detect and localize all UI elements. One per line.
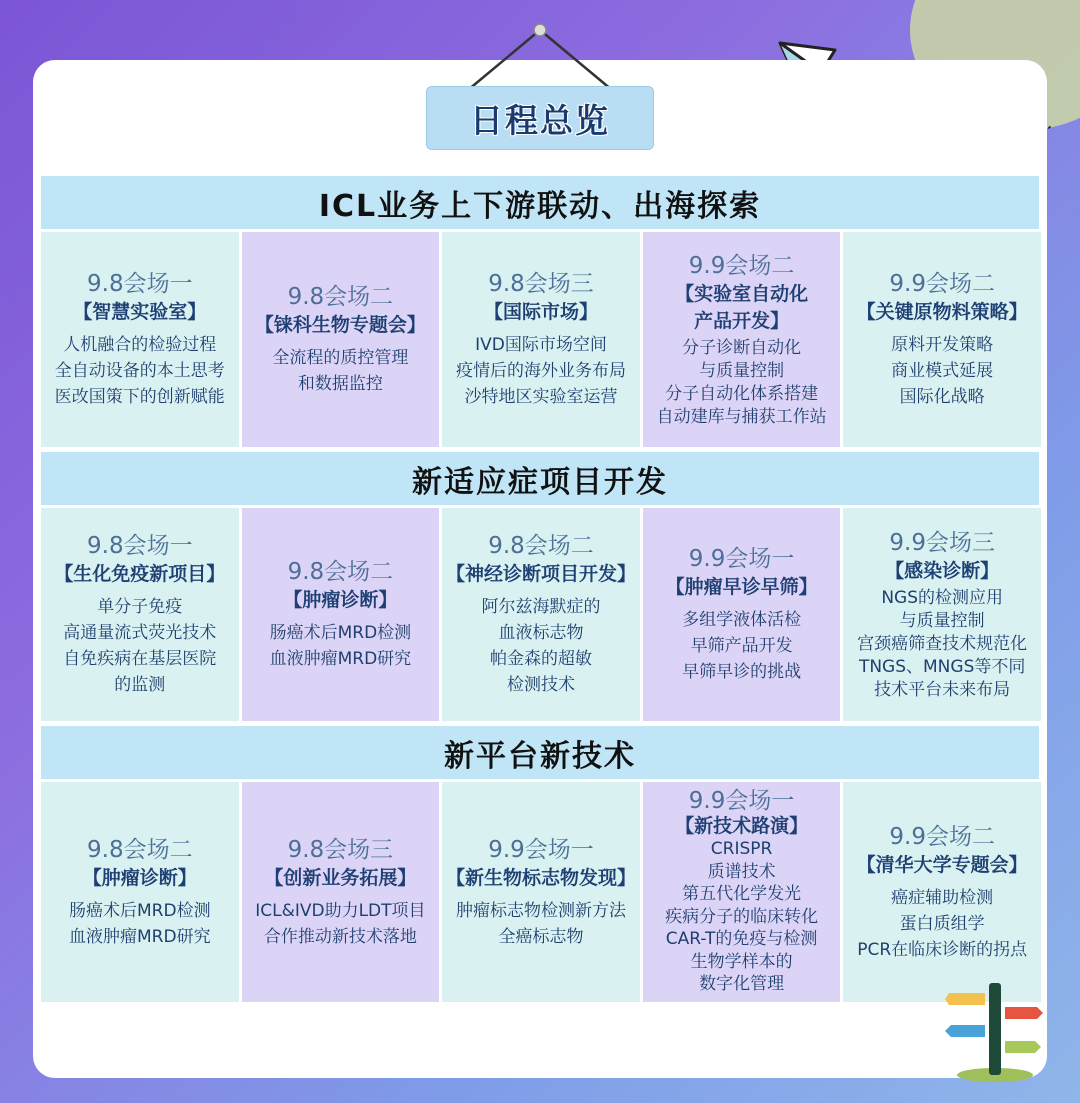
session-item: 疫情后的海外业务布局: [455, 361, 626, 381]
session-item: 数字化管理: [699, 974, 785, 995]
session-item: 早筛产品开发: [690, 636, 793, 656]
session-item: 原料开发策略: [891, 335, 994, 355]
session-item: 商业模式延展: [891, 361, 994, 381]
session-cell: [242, 508, 440, 721]
section-header-1: [41, 176, 1039, 229]
session-item: 阿尔兹海默症的: [481, 597, 601, 617]
session-item: 生物学样本的: [690, 951, 793, 972]
session-topic: 【神经诊断项目开发】: [445, 563, 636, 585]
session-item: 检测技术: [506, 675, 575, 695]
session-row-1: [41, 232, 1039, 447]
session-topic: 【创新业务拓展】: [264, 866, 417, 889]
session-item: 和数据监控: [297, 374, 383, 394]
page-title: [426, 86, 654, 150]
session-item: 血液标志物: [498, 623, 584, 643]
session-row-2: [41, 508, 1039, 721]
signpost-icon: [945, 975, 1045, 1085]
session-time: 9.8会场三: [488, 271, 594, 297]
session-time: 9.8会场一: [87, 271, 193, 297]
session-item: 的监测: [114, 675, 166, 695]
session-item: 高通量流式荧光技术: [63, 623, 217, 643]
session-topic: 【清华大学专题会】: [856, 853, 1028, 876]
session-item: 与质量控制: [899, 610, 985, 631]
session-topic: 【新生物标志物发现】: [445, 866, 636, 889]
session-topic: 【智慧实验室】: [73, 301, 207, 323]
session-item: PCR在临床诊断的拐点: [857, 939, 1028, 960]
session-time: 9.9会场一: [688, 546, 795, 572]
session-item: 血液肿瘤MRD研究: [269, 649, 412, 669]
session-time: 9.8会场二: [488, 533, 594, 559]
session-item: 血液肿瘤MRD研究: [69, 926, 211, 947]
session-item: 帕金森的超敏: [489, 649, 592, 669]
session-item: 疾病分子的临床转化: [665, 906, 819, 927]
session-item: 医改国策下的创新赋能: [54, 387, 225, 407]
session-topic-line: 【实验室自动化: [675, 282, 809, 305]
session-item: 技术平台未来布局: [874, 679, 1011, 700]
session-cell: [41, 508, 239, 721]
session-cell: [843, 232, 1041, 447]
session-item: 全自动设备的本土思考: [54, 361, 225, 381]
session-topic: 【生化免疫新项目】: [54, 563, 226, 585]
session-item: 分子自动化体系搭建: [665, 383, 819, 404]
section-header-3: [41, 726, 1039, 779]
session-time: 9.9会场二: [889, 823, 995, 850]
session-time: 9.8会场一: [87, 533, 193, 559]
session-item: 癌症辅助检测: [891, 887, 994, 908]
session-item: 宫颈癌筛查技术规范化: [857, 633, 1028, 654]
session-row-3: [41, 782, 1039, 1002]
session-item: ICL&IVD助力LDT项目: [255, 900, 426, 921]
session-time: 9.9会场二: [688, 252, 795, 279]
session-cell: [643, 508, 841, 721]
session-item: 人机融合的检验过程: [63, 335, 217, 355]
session-topic: 【国际市场】: [483, 301, 598, 323]
session-cell: [843, 782, 1041, 1002]
session-item: 肿瘤标志物检测新方法: [455, 900, 626, 921]
session-item: 第五代化学发光: [682, 884, 802, 905]
session-item: IVD国际市场空间: [475, 335, 607, 355]
session-item: 单分子免疫: [97, 597, 183, 617]
session-item: 全流程的质控管理: [272, 348, 409, 368]
session-item: 全癌标志物: [498, 926, 584, 947]
session-item: NGS的检测应用: [881, 587, 1004, 608]
section-title: ICL业务上下游联动、出海探索: [318, 188, 762, 224]
session-topic: 【肿瘤诊断】: [82, 866, 197, 889]
page-title-text: 日程总览: [470, 100, 610, 140]
session-topic: 【肿瘤早诊早筛】: [665, 576, 818, 598]
session-item: 与质量控制: [699, 360, 785, 381]
session-cell: [242, 232, 440, 447]
session-time: 9.8会场二: [287, 559, 394, 585]
session-item: 自动建库与捕获工作站: [656, 406, 827, 427]
session-time: 9.9会场一: [688, 788, 795, 815]
session-time: 9.8会场二: [287, 284, 394, 310]
session-time: 9.8会场三: [287, 836, 394, 863]
session-item: CRISPR: [710, 839, 773, 860]
session-time: 9.8会场二: [87, 836, 193, 863]
session-item: 沙特地区实验室运营: [464, 387, 618, 407]
session-item: 多组学液体活检: [682, 610, 802, 630]
session-item: 分子诊断自动化: [682, 337, 802, 358]
session-cell: [643, 232, 841, 447]
session-topic: 【新技术路演】: [675, 815, 809, 838]
session-cell: [643, 782, 841, 1002]
session-cell: [843, 508, 1041, 721]
session-time: 9.9会场三: [889, 529, 995, 556]
session-topic: 【关键原物料策略】: [856, 301, 1028, 323]
session-item: 国际化战略: [899, 387, 985, 407]
section-header-2: [41, 452, 1039, 505]
session-item: 肠癌术后MRD检测: [269, 623, 412, 643]
section-title: 新适应症项目开发: [412, 464, 668, 500]
session-cell: [41, 782, 239, 1002]
session-item: 自免疾病在基层医院: [63, 649, 217, 669]
session-cell: [442, 508, 640, 721]
session-topic: 【铼科生物专题会】: [254, 314, 426, 336]
session-time: 9.9会场一: [488, 836, 594, 863]
session-item: 肠癌术后MRD检测: [69, 900, 211, 921]
session-cell: [442, 232, 640, 447]
session-topic-line: 产品开发】: [694, 309, 790, 332]
session-cell: [242, 782, 440, 1002]
session-item: 早筛早诊的挑战: [682, 662, 802, 682]
session-item: 蛋白质组学: [899, 913, 985, 934]
session-item: 合作推动新技术落地: [263, 926, 417, 947]
session-cell: [41, 232, 239, 447]
session-item: TNGS、MNGS等不同: [858, 656, 1026, 677]
session-item: 质谱技术: [707, 861, 776, 882]
session-topic: 【感染诊断】: [885, 559, 1000, 582]
session-item: CAR-T的免疫与检测: [665, 929, 818, 950]
session-cell: [442, 782, 640, 1002]
session-time: 9.9会场二: [889, 271, 995, 297]
section-title: 新平台新技术: [444, 738, 636, 774]
session-topic: 【肿瘤诊断】: [283, 589, 398, 611]
